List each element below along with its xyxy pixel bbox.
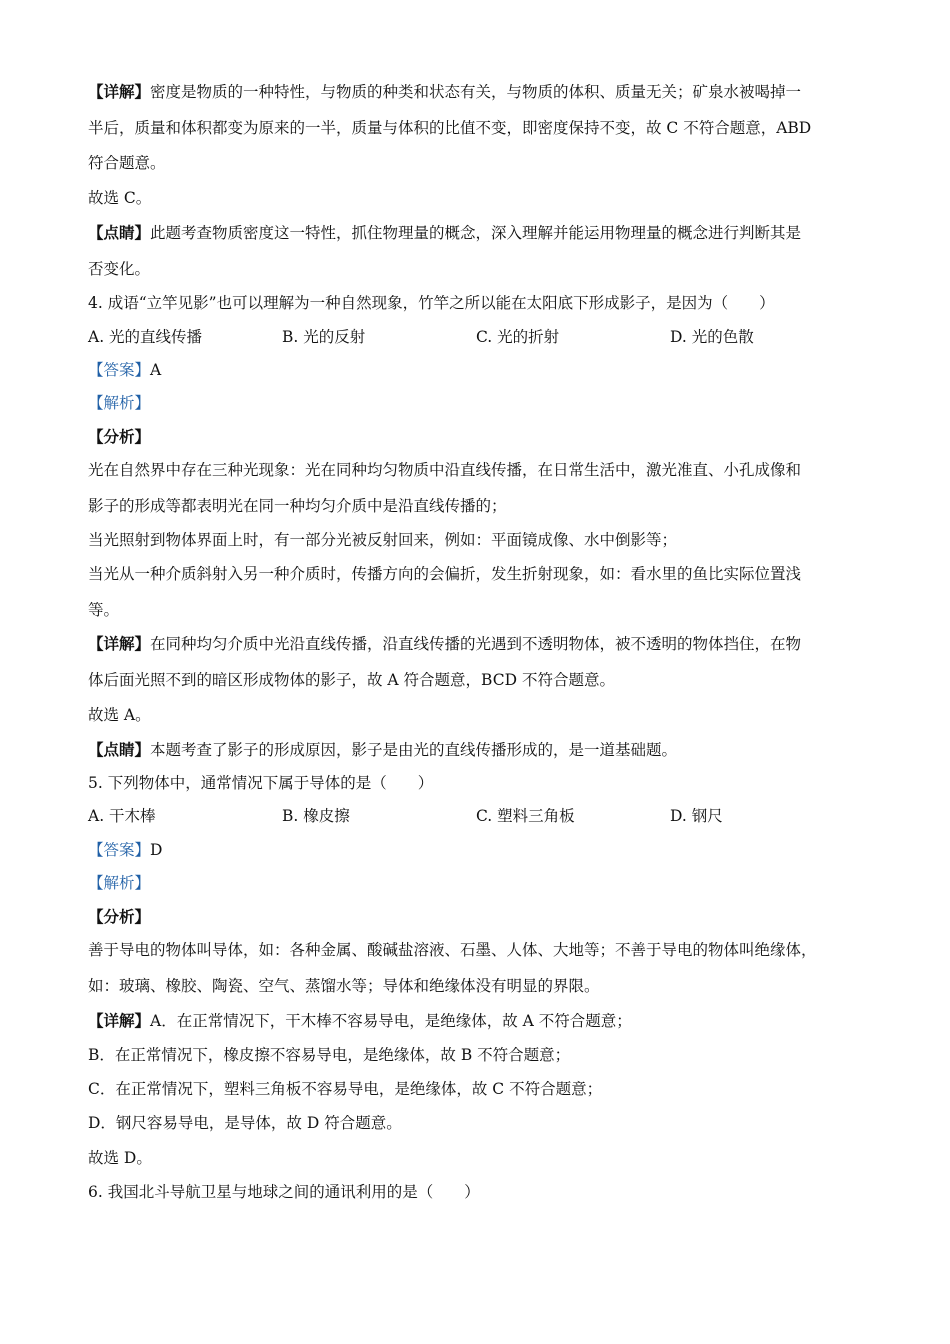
q5-analysis-line2: 如：玻璃、橡胶、陶瓷、空气、蒸馏水等；导体和绝缘体没有明显的界限。 [88,977,600,995]
q5-detail-line2: B．在正常情况下，橡皮擦不容易导电，是绝缘体，故 B 不符合题意； [88,1046,571,1064]
q5-analysis-label: 【分析】 [88,907,151,926]
q5-detail-line4: D．钢尺容易导电，是导体，故 D 符合题意。 [88,1114,402,1132]
q3-detail-line2: 半后，质量和体积都变为原来的一半，质量与体积的比值不变，即密度保持不变，故 C 不符合题意，ABD [88,119,812,137]
q4-question: 4. 成语“立竿见影”也可以理解为一种自然现象，竹竿之所以能在太阳底下形成影子，是因为（ ） [88,294,775,312]
q4-choice: 故选 A。 [88,706,151,724]
q5-option-a: A. 干木棒 [88,807,156,825]
q4-analysis-line1: 光在自然界中存在三种光现象：光在同种均匀物质中沿直线传播，在日常生活中，激光准直、小孔成像和 [88,461,802,479]
q6-question: 6. 我国北斗导航卫星与地球之间的通讯利用的是（ ） [88,1183,480,1201]
q5-choice: 故选 D。 [88,1149,152,1167]
q5-analysis-line1: 善于导电的物体叫导体，如：各种金属、酸碱盐溶液、石墨、人体、大地等；不善于导电的物体叫绝缘体， [88,941,817,959]
q5-answer: 【答案】D [88,841,163,859]
q5-explain-label: 【解析】 [88,874,151,892]
q4-review-line1: 【点睛】本题考查了影子的形成原因，影子是由光的直线传播形成的，是一道基础题。 [88,740,678,759]
q5-option-d: D. 钢尺 [670,807,723,825]
q4-detail-line2: 体后面光照不到的暗区形成物体的影子，故 A 符合题意，BCD 不符合题意。 [88,671,615,689]
q3-detail-line3: 符合题意。 [88,154,166,172]
q4-option-b: B. 光的反射 [282,328,366,346]
q5-detail-line1: 【详解】A．在正常情况下，干木棒不容易导电，是绝缘体，故 A 不符合题意； [88,1011,632,1030]
q3-review-line1: 【点睛】此题考查物质密度这一特性，抓住物理量的概念，深入理解并能运用物理量的概念进行判断其是 [88,223,802,242]
q5-option-c: C. 塑料三角板 [476,807,575,825]
q3-detail-line1: 【详解】密度是物质的一种特性，与物质的种类和状态有关，与物质的体积、质量无关；矿泉水被喝掉一 [88,82,802,101]
q4-analysis-line3: 当光照射到物体界面上时，有一部分光被反射回来，例如：平面镜成像、水中倒影等； [88,531,678,549]
q4-analysis-line5: 等。 [88,601,120,619]
q4-option-a: A. 光的直线传播 [88,328,203,346]
q5-detail-line3: C．在正常情况下，塑料三角板不容易导电，是绝缘体，故 C 不符合题意； [88,1080,603,1098]
q5-option-b: B. 橡皮擦 [282,807,350,825]
q4-option-d: D. 光的色散 [670,328,754,346]
q4-explain-label: 【解析】 [88,394,151,412]
q5-question: 5. 下列物体中，通常情况下属于导体的是（ ） [88,774,434,792]
q4-answer: 【答案】A [88,361,162,379]
q4-analysis-line4: 当光从一种介质斜射入另一种介质时，传播方向的会偏折，发生折射现象，如：看水里的鱼比实际位置浅 [88,565,802,583]
q4-analysis-line2: 影子的形成等都表明光在同一种均匀介质中是沿直线传播的； [88,497,507,515]
q4-option-c: C. 光的折射 [476,328,560,346]
q3-review-line2: 否变化。 [88,260,151,278]
q4-analysis-label: 【分析】 [88,427,151,446]
q3-choice: 故选 C。 [88,189,152,207]
q4-detail-line1: 【详解】在同种均匀介质中光沿直线传播，沿直线传播的光遇到不透明物体，被不透明的物体挡住，在物 [88,634,802,653]
